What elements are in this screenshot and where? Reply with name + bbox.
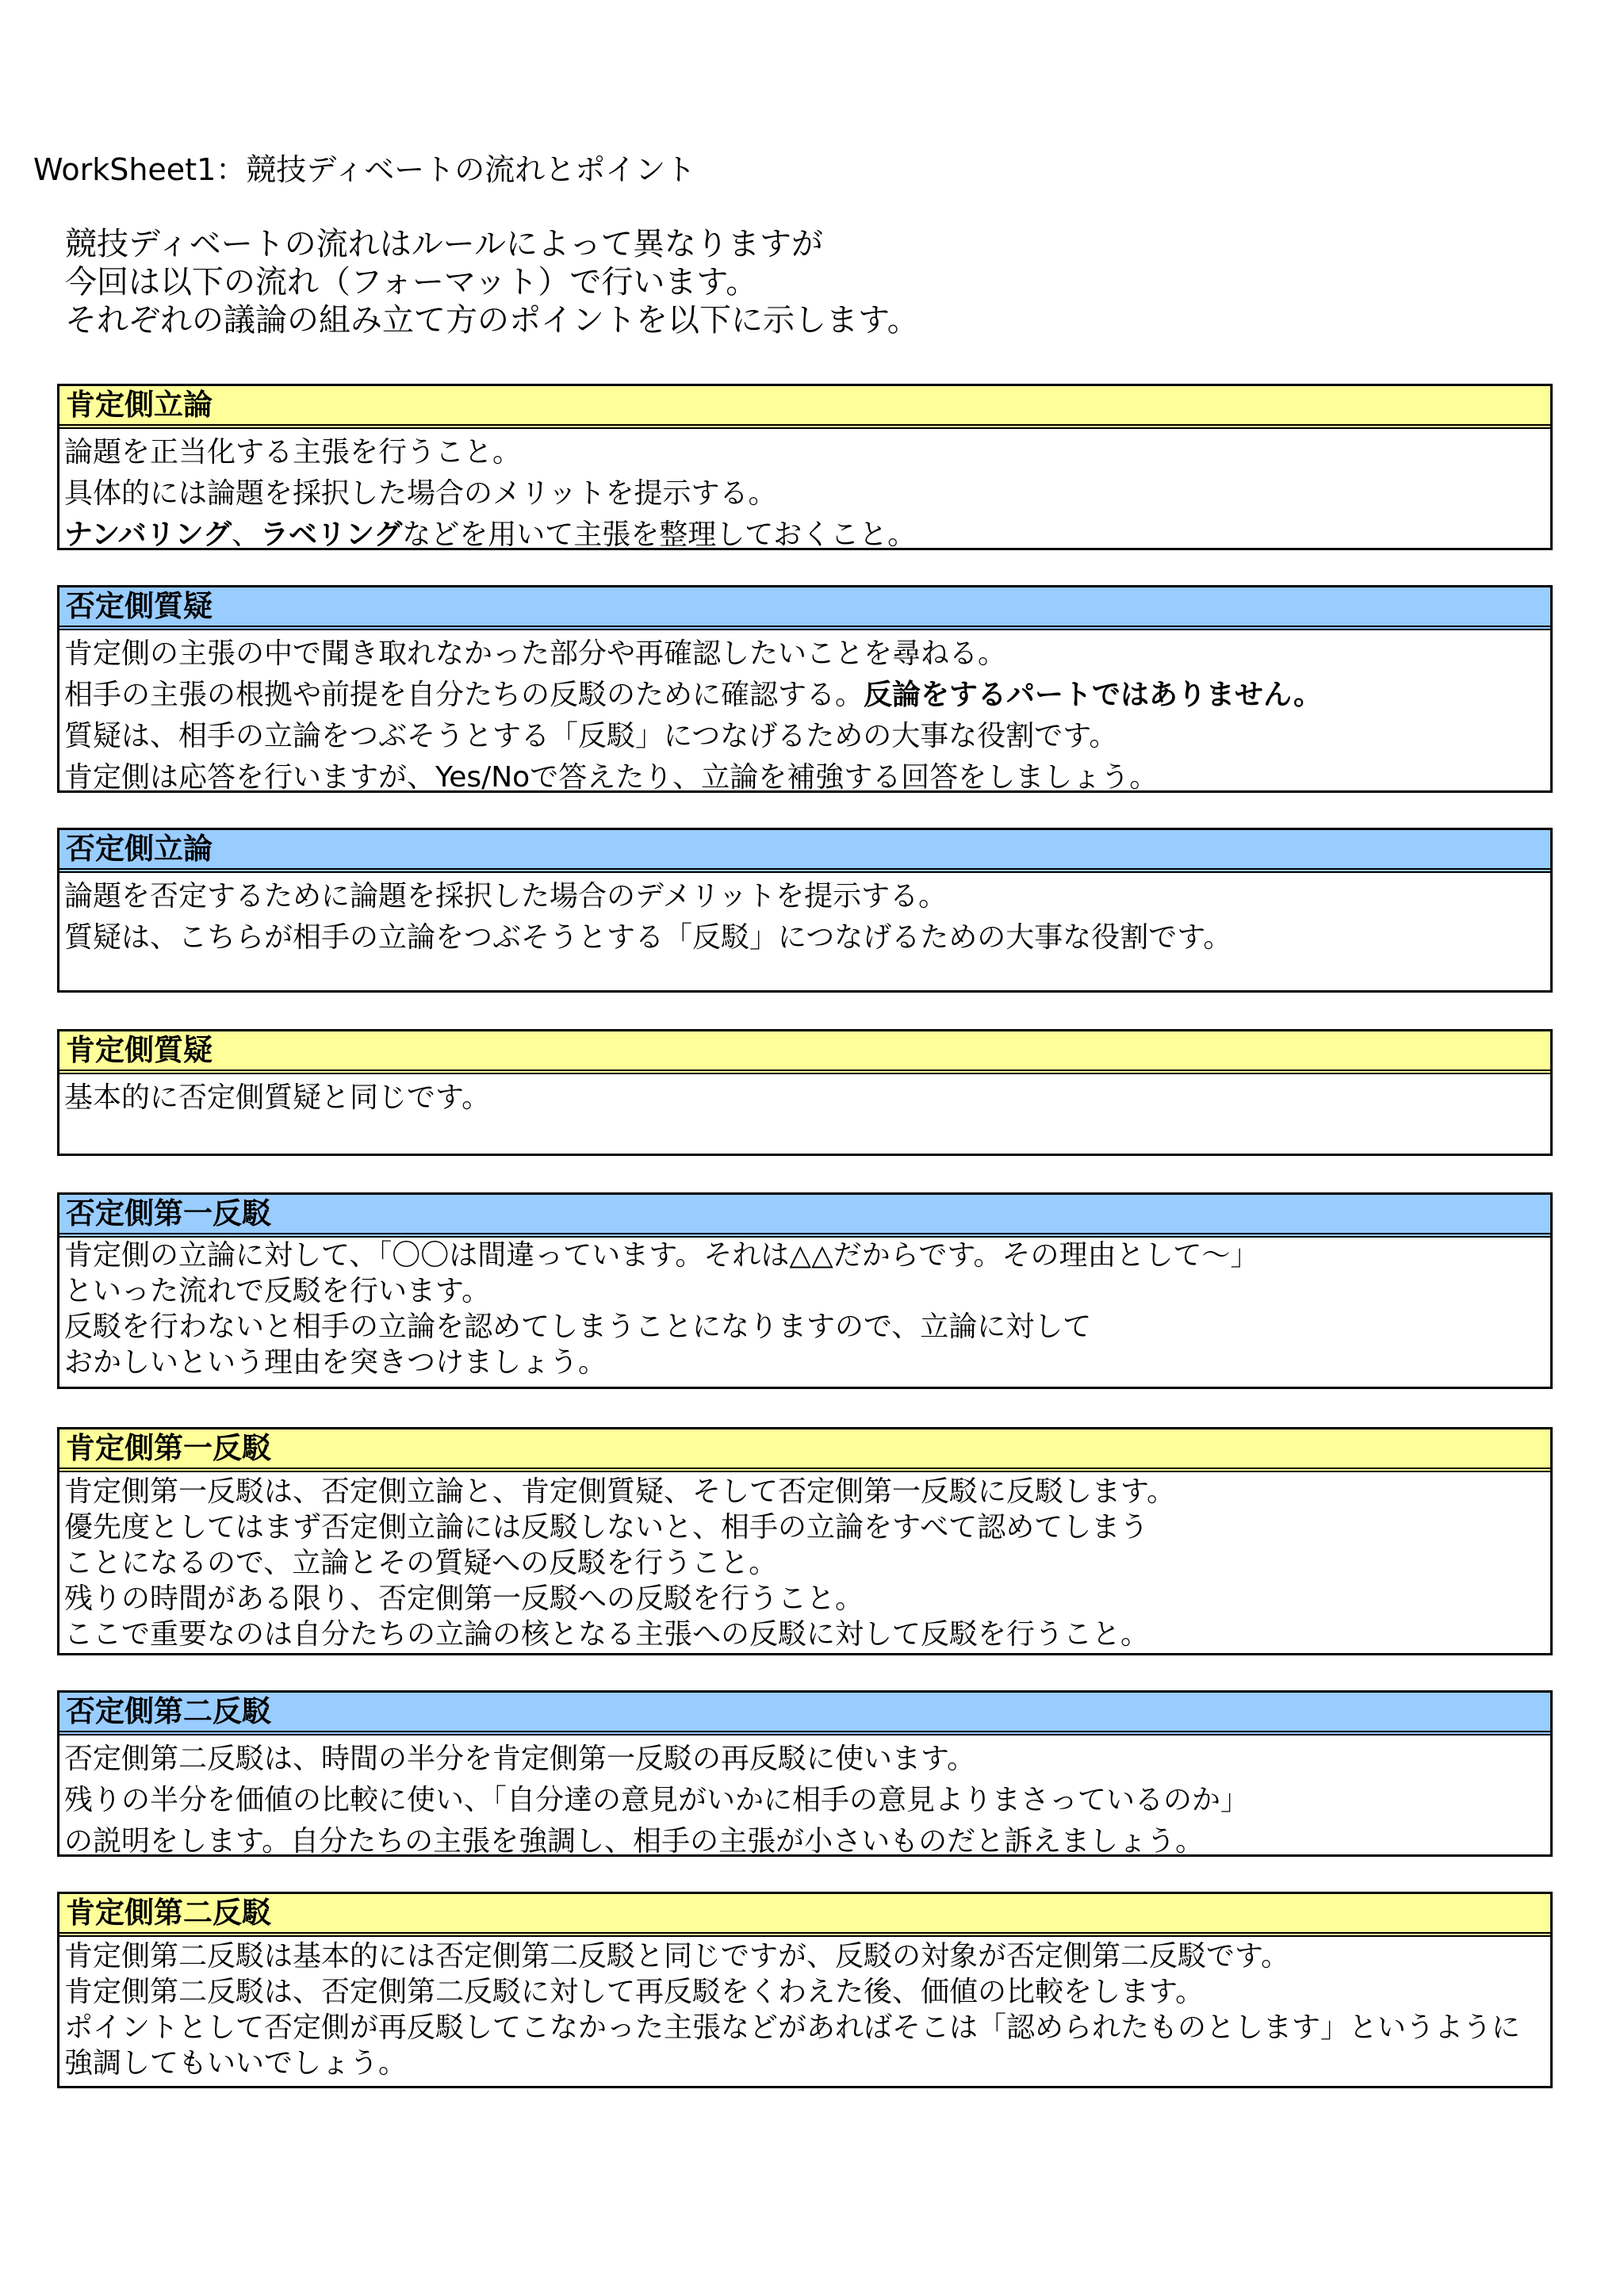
section-line: 具体的には論題を採択した場合のメリットを提示する。	[64, 477, 777, 510]
bold-term-numbering: ナンバリング	[64, 519, 232, 551]
bold-note: 反論をするパートではありません。	[864, 679, 1323, 711]
section-affirmative-cross-examination	[57, 1029, 1553, 1156]
section-affirmative-first-rebuttal	[57, 1427, 1553, 1655]
section-negative-constructive	[57, 828, 1553, 993]
section-heading: 否定側第二反駁	[59, 1693, 1550, 1735]
section-line: 肯定側の立論に対して、「〇〇は間違っています。それは△△だからです。その理由として～」	[64, 1239, 1259, 1272]
section-heading: 否定側立論	[59, 830, 1550, 873]
section-line: 否定側第二反駁は、時間の半分を肯定側第一反駁の再反駁に使います。	[64, 1743, 976, 1775]
section-negative-second-rebuttal	[57, 1690, 1553, 1857]
section-affirmative-constructive	[57, 384, 1553, 550]
section-heading: 肯定側質疑	[59, 1031, 1550, 1074]
section-body	[59, 1472, 1550, 1652]
section-line: 強調してもいいでしょう。	[64, 2047, 408, 2080]
line-rest: などを用いて主張を整理しておくこと。	[402, 519, 917, 551]
section-line: といった流れで反駁を行います。	[64, 1275, 491, 1307]
intro-line: 競技ディベートの流れはルールによって異なりますが	[65, 226, 823, 262]
section-negative-first-rebuttal	[57, 1192, 1553, 1389]
section-line	[64, 515, 1544, 556]
section-line: 質疑は、相手の立論をつぶそうとする「反駁」につなげるための大事な役割です。	[64, 720, 1118, 752]
section-line: ポイントとして否定側が再反駁してこなかった主張などがあればそこは「認められたものとします」というように	[64, 2011, 1521, 2044]
page-title: WorkSheet1：競技ディベートの流れとポイント	[33, 152, 696, 187]
section-negative-cross-examination	[57, 585, 1553, 793]
section-heading: 否定側第一反駁	[59, 1195, 1550, 1238]
intro-text	[65, 225, 919, 339]
section-line: 肯定側第二反駁は、否定側第二反駁に対して再反駁をくわえた後、価値の比較をします。	[64, 1976, 1205, 2008]
section-line: 肯定側の主張の中で聞き取れなかった部分や再確認したいことを尋ねる。	[64, 637, 1007, 670]
section-heading: 肯定側立論	[59, 386, 1550, 429]
section-heading: 肯定側第二反駁	[59, 1894, 1550, 1937]
section-line: ここで重要なのは自分たちの立論の核となる主張への反駁に対して反駁を行うこと。	[64, 1618, 1150, 1651]
section-line: 残りの半分を価値の比較に使い、「自分達の意見がいかに相手の意見よりまさっているのか」	[64, 1784, 1250, 1816]
intro-line: それぞれの議論の組み立て方のポイントを以下に示します。	[65, 302, 919, 339]
section-line: ことになるので、立論とその質疑への反駁を行うこと。	[64, 1547, 778, 1579]
section-line: 優先度としてはまず否定側立論には反駁しないと、相手の立論をすべて認めてしまう	[64, 1511, 1149, 1544]
section-line: 基本的に否定側質疑と同じです。	[64, 1081, 491, 1114]
section-affirmative-second-rebuttal	[57, 1892, 1553, 2088]
section-line: 質疑は、こちらが相手の立論をつぶそうとする「反駁」につなげるための大事な役割です。	[64, 921, 1232, 954]
section-body	[59, 1074, 1550, 1119]
section-line: 肯定側第一反駁は、否定側立論と、肯定側質疑、そして否定側第一反駁に反駁します。	[64, 1475, 1176, 1508]
section-body	[59, 1238, 1550, 1380]
section-body	[59, 1735, 1550, 1862]
section-line: おかしいという理由を突きつけましょう。	[64, 1346, 607, 1379]
section-body	[59, 630, 1550, 798]
section-body	[59, 873, 1550, 959]
section-line: 肯定側第二反駁は基本的には否定側第二反駁と同じですが、反駁の対象が否定側第二反駁です。	[64, 1940, 1290, 1973]
section-heading: 肯定側第一反駁	[59, 1429, 1550, 1472]
separator: 、	[231, 519, 260, 551]
section-line: 論題を否定するために論題を採択した場合のデメリットを提示する。	[64, 880, 948, 913]
section-line: 残りの時間がある限り、否定側第一反駁への反駁を行うこと。	[64, 1582, 864, 1615]
section-line: 肯定側は応答を行いますが、Yes/Noで答えたり、立論を補強する回答をしましょう。	[64, 761, 1159, 794]
section-body	[59, 429, 1550, 556]
section-heading: 否定側質疑	[59, 587, 1550, 630]
section-line	[64, 675, 1544, 716]
line-plain: 相手の主張の根拠や前提を自分たちの反駁のために確認する。	[64, 679, 864, 711]
bold-term-labeling: ラベリング	[259, 519, 403, 551]
section-line: の説明をします。自分たちの主張を強調し、相手の主張が小さいものだと訴えましょう。	[64, 1825, 1205, 1858]
intro-line: 今回は以下の流れ（フォーマット）で行います。	[65, 264, 758, 300]
section-body	[59, 1937, 1550, 2081]
section-line: 論題を正当化する主張を行うこと。	[64, 436, 522, 469]
section-line: 反駁を行わないと相手の立論を認めてしまうことになりますので、立論に対して	[64, 1311, 1092, 1343]
